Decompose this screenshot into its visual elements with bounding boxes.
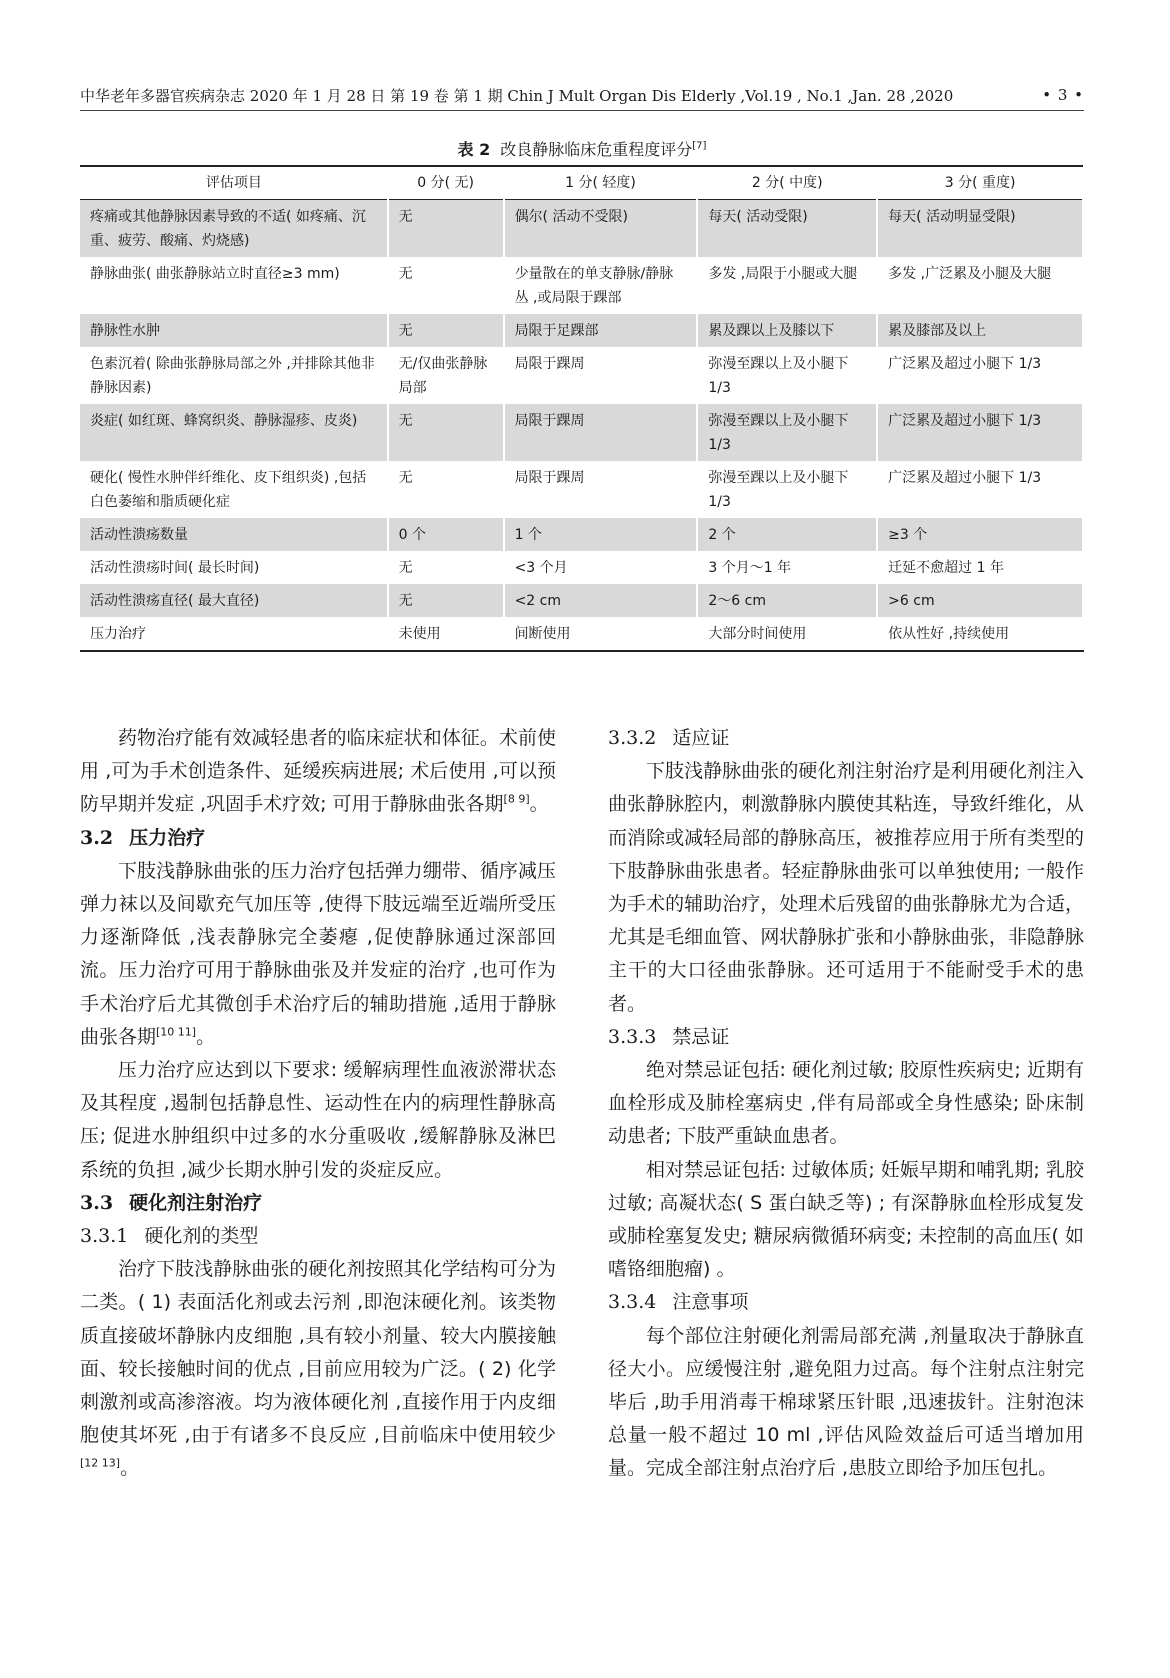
table-cell: 2～6 cm [697, 584, 877, 617]
table-cell: ≥3 个 [877, 518, 1083, 551]
table-citation: [7] [692, 140, 707, 152]
table-cell: 1 个 [504, 518, 698, 551]
table-header-row [80, 166, 1083, 200]
section-number: 3.3.3 [608, 1025, 657, 1048]
section-heading-3-3-3 [608, 1021, 1084, 1054]
table-cell: 大部分时间使用 [697, 617, 877, 651]
paragraph-text: 下肢浅静脉曲张的压力治疗包括弹力绷带、循序减压弹力袜以及间歇充气加压等 ,使得下肢远端至近端所受压力逐渐降低 ,浅表静脉完全萎瘪 ,促使静脉通过深部回流。压力治疗可用于静脉曲张及并发症的治疗 ,也可作为手术治疗后尤其微创手术治疗后的辅助措施 ,适用于静脉曲张各期 [80, 859, 556, 1048]
table-cell: 无 [388, 551, 504, 584]
table-cell: >6 cm [877, 584, 1083, 617]
header-score-0: 0 分( 无) [388, 166, 504, 200]
table-cell: 少量散在的单支静脉/静脉丛 ,或局限于踝部 [504, 257, 698, 314]
citation: [10 11] [156, 1025, 197, 1039]
table-cell: 无 [388, 314, 504, 347]
paragraph [80, 1253, 556, 1485]
paragraph: 相对禁忌证包括: 过敏体质; 妊娠早期和哺乳期; 乳胶过敏; 高凝状态( S 蛋白缺乏等) ; 有深静脉血栓形成复发或肺栓塞复发史; 糖尿病微循环病变; 未控制的高血压( 如嗜铬细胞瘤) 。 [608, 1158, 1084, 1281]
paragraph: 每个部位注射硬化剂需局部充满 ,剂量取决于静脉直径大小。应缓慢注射 ,避免阻力过高。每个注射点注射完毕后 ,助手用消毒干棉球紧压针眼 ,迅速拔针。注射泡沫总量一般不超过 10 ml ,评估风险效益后可适当增加用量。完成全部注射点治疗后 ,患肢立即给予加压包扎。 [608, 1324, 1084, 1480]
table-cell: 每天( 活动受限) [697, 200, 877, 258]
punct: 。 [529, 793, 549, 816]
table-cell: 每天( 活动明显受限) [877, 200, 1083, 258]
table-cell: 依从性好 ,持续使用 [877, 617, 1083, 651]
section-heading-3-2 [80, 822, 556, 855]
header-score-3: 3 分( 重度) [877, 166, 1083, 200]
table-cell: 多发 ,广泛累及小腿及大腿 [877, 257, 1083, 314]
punct: 。 [196, 1025, 216, 1048]
table-row [80, 584, 1083, 617]
section-heading-3-3-4 [608, 1286, 1084, 1319]
table-cell: 迁延不愈超过 1 年 [877, 551, 1083, 584]
table-cell: 多发 ,局限于小腿或大腿 [697, 257, 877, 314]
running-header [80, 80, 1084, 111]
table-row [80, 200, 1083, 258]
right-column [608, 722, 1084, 1486]
table-cell: 3 个月～1 年 [697, 551, 877, 584]
table-row [80, 461, 1083, 518]
table-cell: 2 个 [697, 518, 877, 551]
table-row [80, 518, 1083, 551]
section-title: 禁忌证 [672, 1025, 730, 1048]
paragraph-text: 治疗下肢浅静脉曲张的硬化剂按照其化学结构可分为二类。( 1) 表面活化剂或去污剂 ,即泡沫硬化剂。该类物质直接破坏静脉内皮细胞 ,具有较小剂量、较大内膜接触面、较长接触时间的优点 ,目前应用较为广泛。( 2) 化学刺激剂或高渗溶液。均为液体硬化剂 ,直接作用于内皮细胞使其坏死 ,由于有诸多不良反应 ,目前临床中使用较少 [80, 1258, 556, 1447]
table-cell: 活动性溃疡直径( 最大直径) [80, 584, 388, 617]
journal-info: 中华老年多器官疾病杂志 2020 年 1 月 28 日 第 19 卷 第 1 期 Chin J Mult Organ Dis Elderly ,Vol.19 , No.1 ,Jan. 28 ,2020 [80, 86, 954, 105]
table-row [80, 347, 1083, 404]
table-row [80, 257, 1083, 314]
table-cell: 疼痛或其他静脉因素导致的不适( 如疼痛、沉重、疲劳、酸痛、灼烧感) [80, 200, 388, 258]
table-cell: 局限于踝周 [504, 461, 698, 518]
table-cell: 无 [388, 257, 504, 314]
section-title: 硬化剂注射治疗 [129, 1191, 263, 1214]
table-cell: 偶尔( 活动不受限) [504, 200, 698, 258]
left-column [80, 722, 556, 1486]
table-row [80, 551, 1083, 584]
section-number: 3.3.1 [80, 1225, 129, 1248]
table-row [80, 314, 1083, 347]
table-row [80, 404, 1083, 461]
section-title: 注意事项 [672, 1291, 749, 1314]
table-cell: 无 [388, 404, 504, 461]
table-cell: 无 [388, 200, 504, 258]
section-heading-3-3-2 [608, 722, 1084, 755]
table-cell: 硬化( 慢性水肿伴纤维化、皮下组织炎) ,包括白色萎缩和脂质硬化症 [80, 461, 388, 518]
citation: [8 9] [503, 793, 530, 807]
table-cell: 未使用 [388, 617, 504, 651]
section-number: 3.3.2 [608, 727, 657, 749]
table-cell: 炎症( 如红斑、蜂窝织炎、静脉湿疹、皮炎) [80, 404, 388, 461]
table-cell: <2 cm [504, 584, 698, 617]
section-number: 3.2 [80, 826, 114, 849]
header-item: 评估项目 [80, 166, 388, 200]
table-caption [80, 137, 1084, 160]
page-number: • 3 • [1042, 86, 1084, 104]
table-number: 表 2 [457, 140, 491, 159]
section-heading-3-3-1 [80, 1220, 556, 1253]
table-cell: 活动性溃疡时间( 最长时间) [80, 551, 388, 584]
score-table [80, 165, 1084, 652]
table-title: 改良静脉临床危重程度评分 [500, 140, 693, 159]
table-cell: 弥漫至踝以上及小腿下 1/3 [697, 461, 877, 518]
section-number: 3.3.4 [608, 1291, 657, 1314]
table-cell: 广泛累及超过小腿下 1/3 [877, 347, 1083, 404]
table-cell: 局限于踝周 [504, 404, 698, 461]
punct: 。 [120, 1457, 140, 1480]
table-cell: 无/仅曲张静脉局部 [388, 347, 504, 404]
table-cell: 无 [388, 584, 504, 617]
table-row [80, 617, 1083, 651]
header-score-2: 2 分( 中度) [697, 166, 877, 200]
table-cell: 色素沉着( 除曲张静脉局部之外 ,并排除其他非静脉因素) [80, 347, 388, 404]
citation: [12 13] [80, 1457, 121, 1471]
table-cell: 弥漫至踝以上及小腿下 1/3 [697, 347, 877, 404]
header-score-1: 1 分( 轻度) [504, 166, 698, 200]
section-number: 3.3 [80, 1191, 114, 1214]
table-cell: <3 个月 [504, 551, 698, 584]
table-cell: 局限于踝周 [504, 347, 698, 404]
table-cell: 局限于足踝部 [504, 314, 698, 347]
table-cell: 累及踝以上及膝以下 [697, 314, 877, 347]
table-cell: 广泛累及超过小腿下 1/3 [877, 461, 1083, 518]
section-title: 适应证 [672, 727, 730, 749]
paragraph [80, 855, 556, 1054]
table-cell: 广泛累及超过小腿下 1/3 [877, 404, 1083, 461]
paragraph: 压力治疗应达到以下要求: 缓解病理性血液淤滞状态及其程度 ,遏制包括静息性、运动性在内的病理性静脉高压; 促进水肿组织中过多的水分重吸收 ,缓解静脉及淋巴系统的负担 ,减少长期水肿引发的炎症反应。 [80, 1059, 556, 1181]
table-cell: 静脉性水肿 [80, 314, 388, 347]
table-cell: 压力治疗 [80, 617, 388, 651]
paragraph-text: 药物治疗能有效减轻患者的临床症状和体征。术前使用 ,可为手术创造条件、延缓疾病进展; 术后使用 ,可以预防早期并发症 ,巩固手术疗效; 可用于静脉曲张各期 [80, 727, 556, 816]
table-cell: 无 [388, 461, 504, 518]
paragraph [80, 722, 556, 822]
table-cell: 0 个 [388, 518, 504, 551]
table-cell: 活动性溃疡数量 [80, 518, 388, 551]
table-cell: 累及膝部及以上 [877, 314, 1083, 347]
table-cell: 静脉曲张( 曲张静脉站立时直径≥3 mm) [80, 257, 388, 314]
section-title: 硬化剂的类型 [144, 1225, 259, 1248]
paragraph: 下肢浅静脉曲张的硬化剂注射治疗是利用硬化剂注入曲张静脉腔内，刺激静脉内膜使其粘连，导致纤维化，从而消除或减轻局部的静脉高压，被推荐应用于所有类型的下肢静脉曲张患者。轻症静脉曲张可以单独使用; 一般作为手术的辅助治疗，处理术后残留的曲张静脉尤为合适，尤其是毛细血管、网状静脉扩张和小静脉曲张，非隐静脉主干的大口径曲张静脉。还可适用于不能耐受手术的患者。 [608, 760, 1084, 1015]
section-heading-3-3 [80, 1187, 556, 1220]
paragraph: 绝对禁忌证包括: 硬化剂过敏; 胶原性疾病史; 近期有血栓形成及肺栓塞病史 ,伴有局部或全身性感染; 卧床制动患者; 下肢严重缺血患者。 [608, 1059, 1084, 1148]
table-cell: 弥漫至踝以上及小腿下 1/3 [697, 404, 877, 461]
section-title: 压力治疗 [129, 826, 206, 849]
table-cell: 间断使用 [504, 617, 698, 651]
